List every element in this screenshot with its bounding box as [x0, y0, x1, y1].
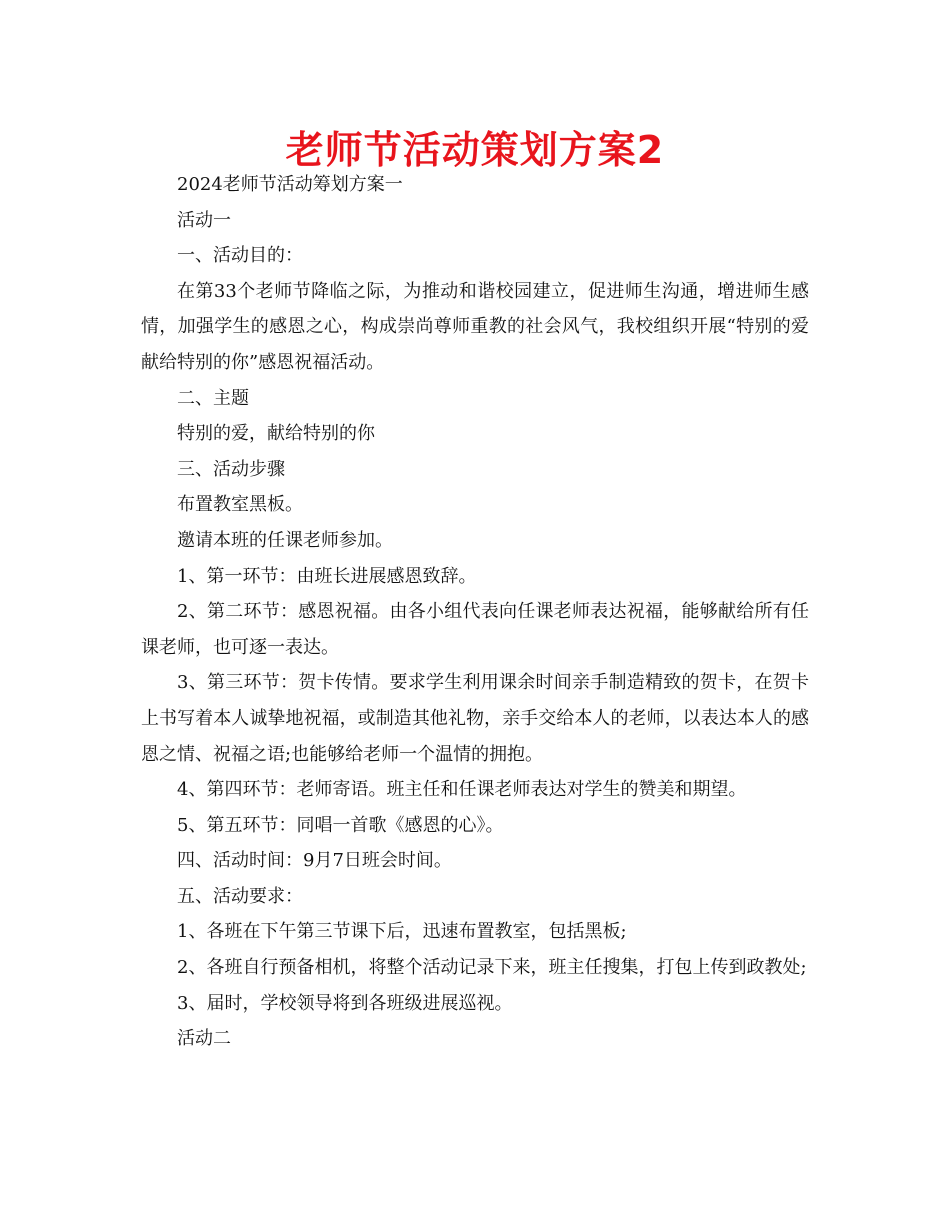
list-item: 3、届时，学校领导将到各班级进展巡视。 — [177, 992, 513, 1014]
list-item: 2、第二环节：感恩祝福。由各小组代表向任课老师表达祝福，能够献给所有任课老师，也可逐一表达。 — [141, 601, 809, 658]
list-item: 1、各班在下午第三节课下后，迅速布置教室，包括黑板; — [177, 921, 627, 943]
paragraph: 在第33个老师节降临之际，为推动和谐校园建立，促进师生沟通，增进师生感情，加强学生的感恩之心，构成崇尚尊师重教的社会风气，我校组织开展“特别的爱献给特别的你”感恩祝福活动。 — [141, 280, 809, 373]
paragraph: 2024老师节活动筹划方案一 — [177, 174, 403, 195]
paragraph: 邀请本班的任课老师参加。 — [177, 529, 393, 551]
list-item: 2、各班自行预备相机，将整个活动记录下来，班主任搜集，打包上传到政教处; — [177, 957, 807, 979]
document-title: 老师节活动策划方案2 — [285, 128, 665, 172]
section-heading: 三、活动步骤 — [177, 458, 285, 480]
paragraph: 布置教室黑板。 — [177, 494, 303, 516]
section-heading: 四、活动时间：9月7日班会时间。 — [177, 850, 452, 872]
section-heading: 一、活动目的： — [177, 245, 303, 267]
section-heading: 活动一 — [177, 209, 231, 231]
paragraph: 特别的爱，献给特别的你 — [177, 423, 375, 445]
section-heading: 二、主题 — [177, 387, 249, 409]
section-heading: 五、活动要求： — [177, 885, 303, 907]
list-item: 5、第五环节：同唱一首歌《感恩的心》。 — [177, 814, 504, 836]
list-item: 1、第一环节：由班长进展感恩致辞。 — [177, 565, 477, 587]
list-item: 3、第三环节：贺卡传情。要求学生利用课余时间亲手制造精致的贺卡，在贺卡上书写着本人诚挚地祝福，或制造其他礼物，亲手交给本人的老师，以表达本人的感恩之情、祝福之语;也能够给老师一个温情的拥抱。 — [141, 672, 809, 765]
document-body — [141, 167, 809, 1057]
list-item: 4、第四环节：老师寄语。班主任和任课老师表达对学生的赞美和期望。 — [177, 779, 747, 801]
section-heading: 活动二 — [177, 1028, 231, 1050]
